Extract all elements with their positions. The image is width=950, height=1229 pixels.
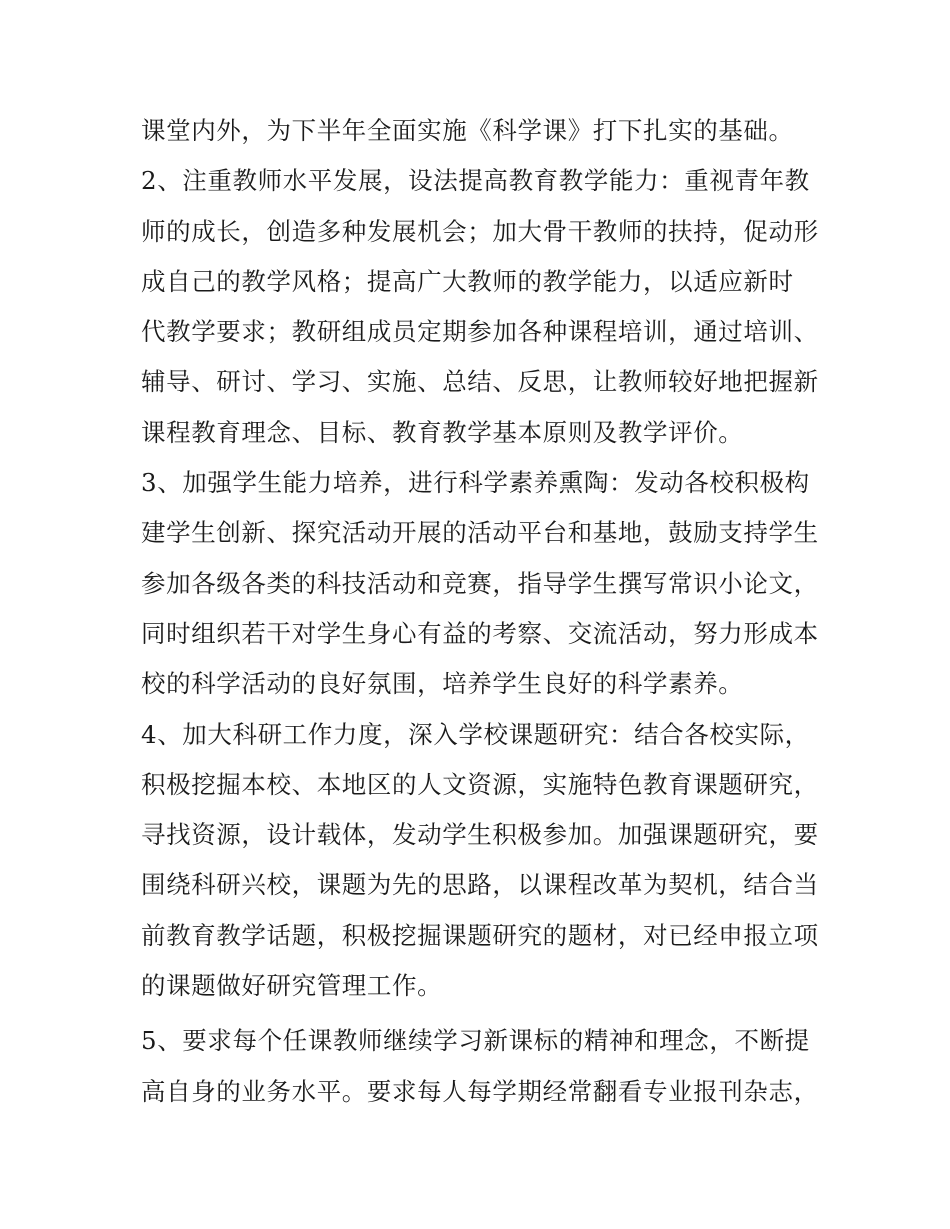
text-line: 辅导、研讨、学习、实施、总结、反思，让教师较好地把握新 <box>141 367 819 397</box>
text-line: 建学生创新、探究活动开展的活动平台和基地，鼓励支持学生 <box>141 518 819 548</box>
text-line: 师的成长，创造多种发展机会；加大骨干教师的扶持，促动形 <box>141 216 819 246</box>
text-line: 前教育教学话题，积极挖掘课题研究的题材，对已经申报立项 <box>141 920 819 950</box>
text-line: 课堂内外，为下半年全面实施《科学课》打下扎实的基础。 <box>141 116 794 145</box>
text-line: 积极挖掘本校、本地区的人文资源，实施特色教育课题研究， <box>141 769 819 799</box>
text-line: 2、注重教师水平发展，设法提高教育教学能力：重视青年教 <box>141 166 810 196</box>
text-line: 围绕科研兴校，课题为先的思路，以课程改革为契机，结合当 <box>141 870 819 900</box>
text-line: 高自身的业务水平。要求每人每学期经常翻看专业报刊杂志， <box>141 1076 819 1106</box>
text-line: 的课题做好研究管理工作。 <box>141 971 443 1001</box>
text-line: 寻找资源，设计载体，发动学生积极参加。加强课题研究，要 <box>141 820 819 850</box>
text-line: 代教学要求；教研组成员定期参加各种课程培训，通过培训、 <box>141 317 819 347</box>
text-line: 成自己的教学风格；提高广大教师的教学能力，以适应新时 <box>141 266 794 296</box>
text-line: 参加各级各类的科技活动和竞赛，指导学生撰写常识小论文， <box>141 568 819 598</box>
body-text <box>141 106 821 1117</box>
text-line: 3、加强学生能力培养，进行科学素养熏陶：发动各校积极构 <box>141 468 810 498</box>
text-line: 5、要求每个任课教师继续学习新课标的精神和理念，不断提 <box>141 1026 810 1056</box>
text-line: 4、加大科研工作力度，深入学校课题研究：结合各校实际， <box>141 719 810 749</box>
text-line: 课程教育理念、目标、教育教学基本原则及教学评价。 <box>141 417 744 447</box>
text-line: 校的科学活动的良好氛围，培养学生良好的科学素养。 <box>141 669 744 699</box>
text-line: 同时组织若干对学生身心有益的考察、交流活动，努力形成本 <box>141 618 819 648</box>
